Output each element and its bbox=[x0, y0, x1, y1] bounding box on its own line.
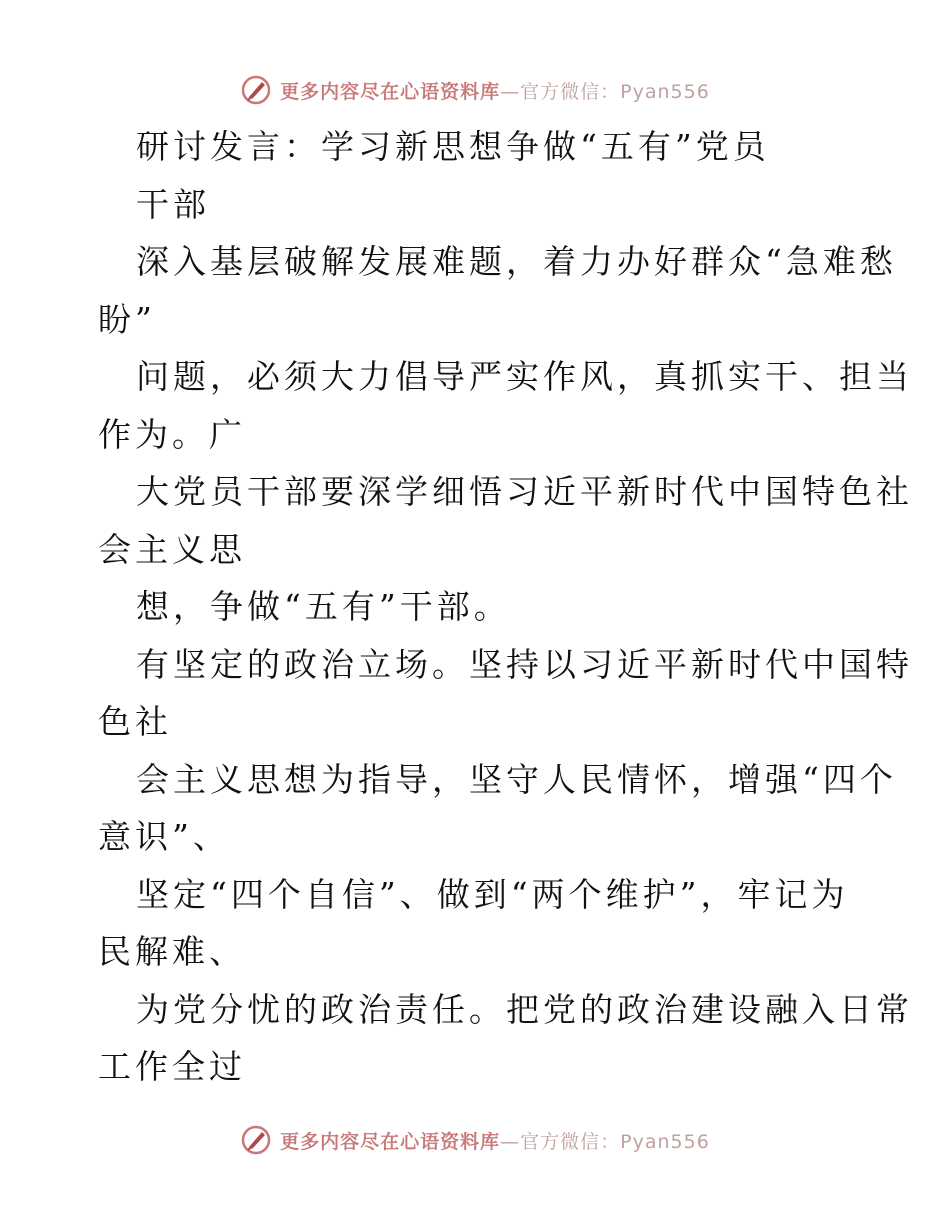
text-line: 为党分忧的政治责任。把党的政治建设融入日常 bbox=[136, 989, 913, 1029]
quill-pen-logo-icon bbox=[240, 74, 272, 106]
text-line: 作为。广 bbox=[98, 414, 246, 454]
text-line: 深入基层破解发展难题，着力办好群众“急难愁 bbox=[136, 242, 897, 281]
text-line: 研讨发言：学习新思想争做“五有”党员 bbox=[136, 127, 770, 166]
text-line: 意识”、 bbox=[98, 817, 230, 856]
text-line: 想，争做“五有”干部。 bbox=[136, 587, 511, 626]
text-line: 色社 bbox=[98, 702, 172, 741]
watermark-brand: 更多内容尽在心语资料库 bbox=[280, 1130, 501, 1153]
watermark-brand: 更多内容尽在心语资料库 bbox=[280, 80, 501, 103]
footer-watermark bbox=[0, 1120, 950, 1160]
quill-pen-logo-icon bbox=[240, 1124, 272, 1156]
watermark-text bbox=[280, 77, 710, 104]
document-body bbox=[98, 118, 913, 1096]
text-line: 问题，必须大力倡导严实作风，真抓实干、担当 bbox=[136, 357, 913, 396]
watermark-contact: —官方微信：Pyan556 bbox=[500, 1130, 710, 1153]
text-line: 会主义思想为指导，坚守人民情怀，增强“四个 bbox=[136, 759, 897, 799]
watermark-contact: —官方微信：Pyan556 bbox=[500, 80, 710, 103]
text-line: 盼” bbox=[98, 299, 156, 339]
text-line: 工作全过 bbox=[98, 1047, 246, 1086]
text-line: 有坚定的政治立场。坚持以习近平新时代中国特 bbox=[136, 644, 913, 684]
text-line: 会主义思 bbox=[98, 529, 246, 569]
header-watermark bbox=[0, 70, 950, 110]
watermark-text bbox=[280, 1127, 710, 1154]
text-line: 干部 bbox=[136, 184, 210, 224]
text-line: 民解难、 bbox=[98, 932, 246, 971]
text-line: 坚定“四个自信”、做到“两个维护”，牢记为 bbox=[136, 874, 849, 914]
text-line: 大党员干部要深学细悟习近平新时代中国特色社 bbox=[136, 472, 913, 511]
